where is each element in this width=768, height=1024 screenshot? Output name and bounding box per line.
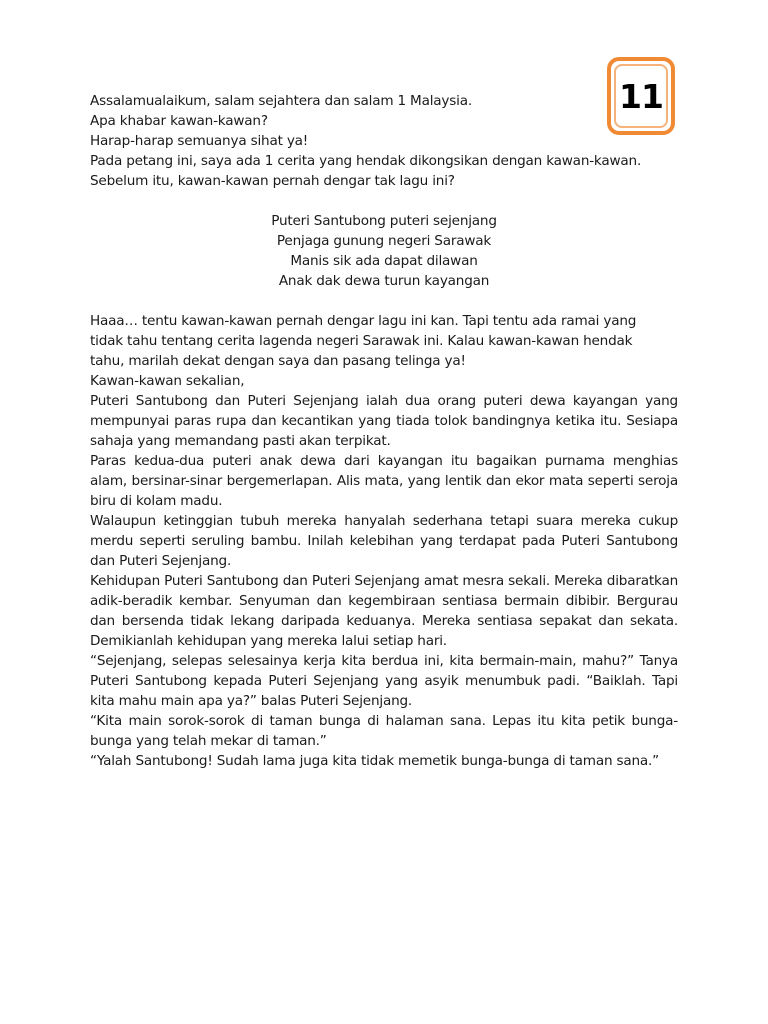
paragraph-dialogue-3: “Yalah Santubong! Sudah lama juga kita tidak memetik bunga-bunga di taman sana.” <box>90 753 660 769</box>
verse-line: Anak dak dewa turun kayangan <box>278 273 490 289</box>
paragraph-voice: Walaupun ketinggian tubuh mereka hanyalah sederhana tetapi suara mereka cukup merdu seperti seruling bambu. Inilah kelebihan yang terdapat pada Puteri Santubong dan Puteri Sejenjang. <box>90 513 678 569</box>
paragraph-line: Haaa… tentu kawan-kawan pernah dengar lagu ini kan. Tapi tentu ada ramai yang <box>90 313 637 329</box>
paragraph-invitation <box>90 311 678 391</box>
paragraph-life: Kehidupan Puteri Santubong dan Puteri Sejenjang amat mesra sekali. Mereka dibaratkan adik-beradik kembar. Senyuman dan kegembiraan sentiasa bermain dibibir. Bergurau dan bersenda tidak lekang daripada keduanya. Mereka sentiasa sepakat dan sekata. Demikianlah kehidupan yang mereka lalui setiap hari. <box>90 573 678 649</box>
verse-line: Penjaga gunung negeri Sarawak <box>276 233 492 249</box>
paragraph-line: tidak tahu tentang cerita lagenda negeri Sarawak ini. Kalau kawan-kawan hendak <box>90 333 633 349</box>
paragraph-beauty: Paras kedua-dua puteri anak dewa dari kayangan itu bagaikan purnama menghias alam, bersinar-sinar bergemerlapan. Alis mata, yang lentik dan ekor mata seperti seroja biru di kolam madu. <box>90 453 678 509</box>
story-content <box>90 91 678 771</box>
page-number: 11 <box>619 76 663 116</box>
intro-line: Assalamualaikum, salam sejahtera dan salam 1 Malaysia. <box>90 93 472 109</box>
verse-line: Puteri Santubong puteri sejenjang <box>271 213 497 229</box>
verse-line: Manis sik ada dapat dilawan <box>290 253 478 269</box>
intro-line: Pada petang ini, saya ada 1 cerita yang hendak dikongsikan dengan kawan-kawan. <box>90 153 642 169</box>
paragraph-dialogue-2: “Kita main sorok-sorok di taman bunga di halaman sana. Lepas itu kita petik bunga-bunga yang telah mekar di taman.” <box>90 713 678 749</box>
intro-line: Harap-harap semuanya sihat ya! <box>90 133 309 149</box>
intro-line: Sebelum itu, kawan-kawan pernah dengar tak lagu ini? <box>90 173 455 189</box>
intro-line: Apa khabar kawan-kawan? <box>90 113 268 129</box>
paragraph-line: tahu, marilah dekat dengan saya dan pasang telinga ya! <box>90 353 466 369</box>
paragraph-line: Kawan-kawan sekalian, <box>90 373 245 389</box>
song-verse <box>90 211 678 291</box>
paragraph-puteri-intro: Puteri Santubong dan Puteri Sejenjang ialah dua orang puteri dewa kayangan yang mempunyai paras rupa dan kecantikan yang tiada tolok bandingnya ketika itu. Sesiapa sahaja yang memandang pasti akan terpikat. <box>90 393 678 449</box>
intro-section <box>90 91 678 191</box>
paragraph-dialogue-1: “Sejenjang, selepas selesainya kerja kita berdua ini, kita bermain-main, mahu?” Tanya Puteri Santubong kepada Puteri Sejenjang yang asyik menumbuk padi. “Baiklah. Tapi kita mahu main apa ya?” balas Puteri Sejenjang. <box>90 653 678 709</box>
